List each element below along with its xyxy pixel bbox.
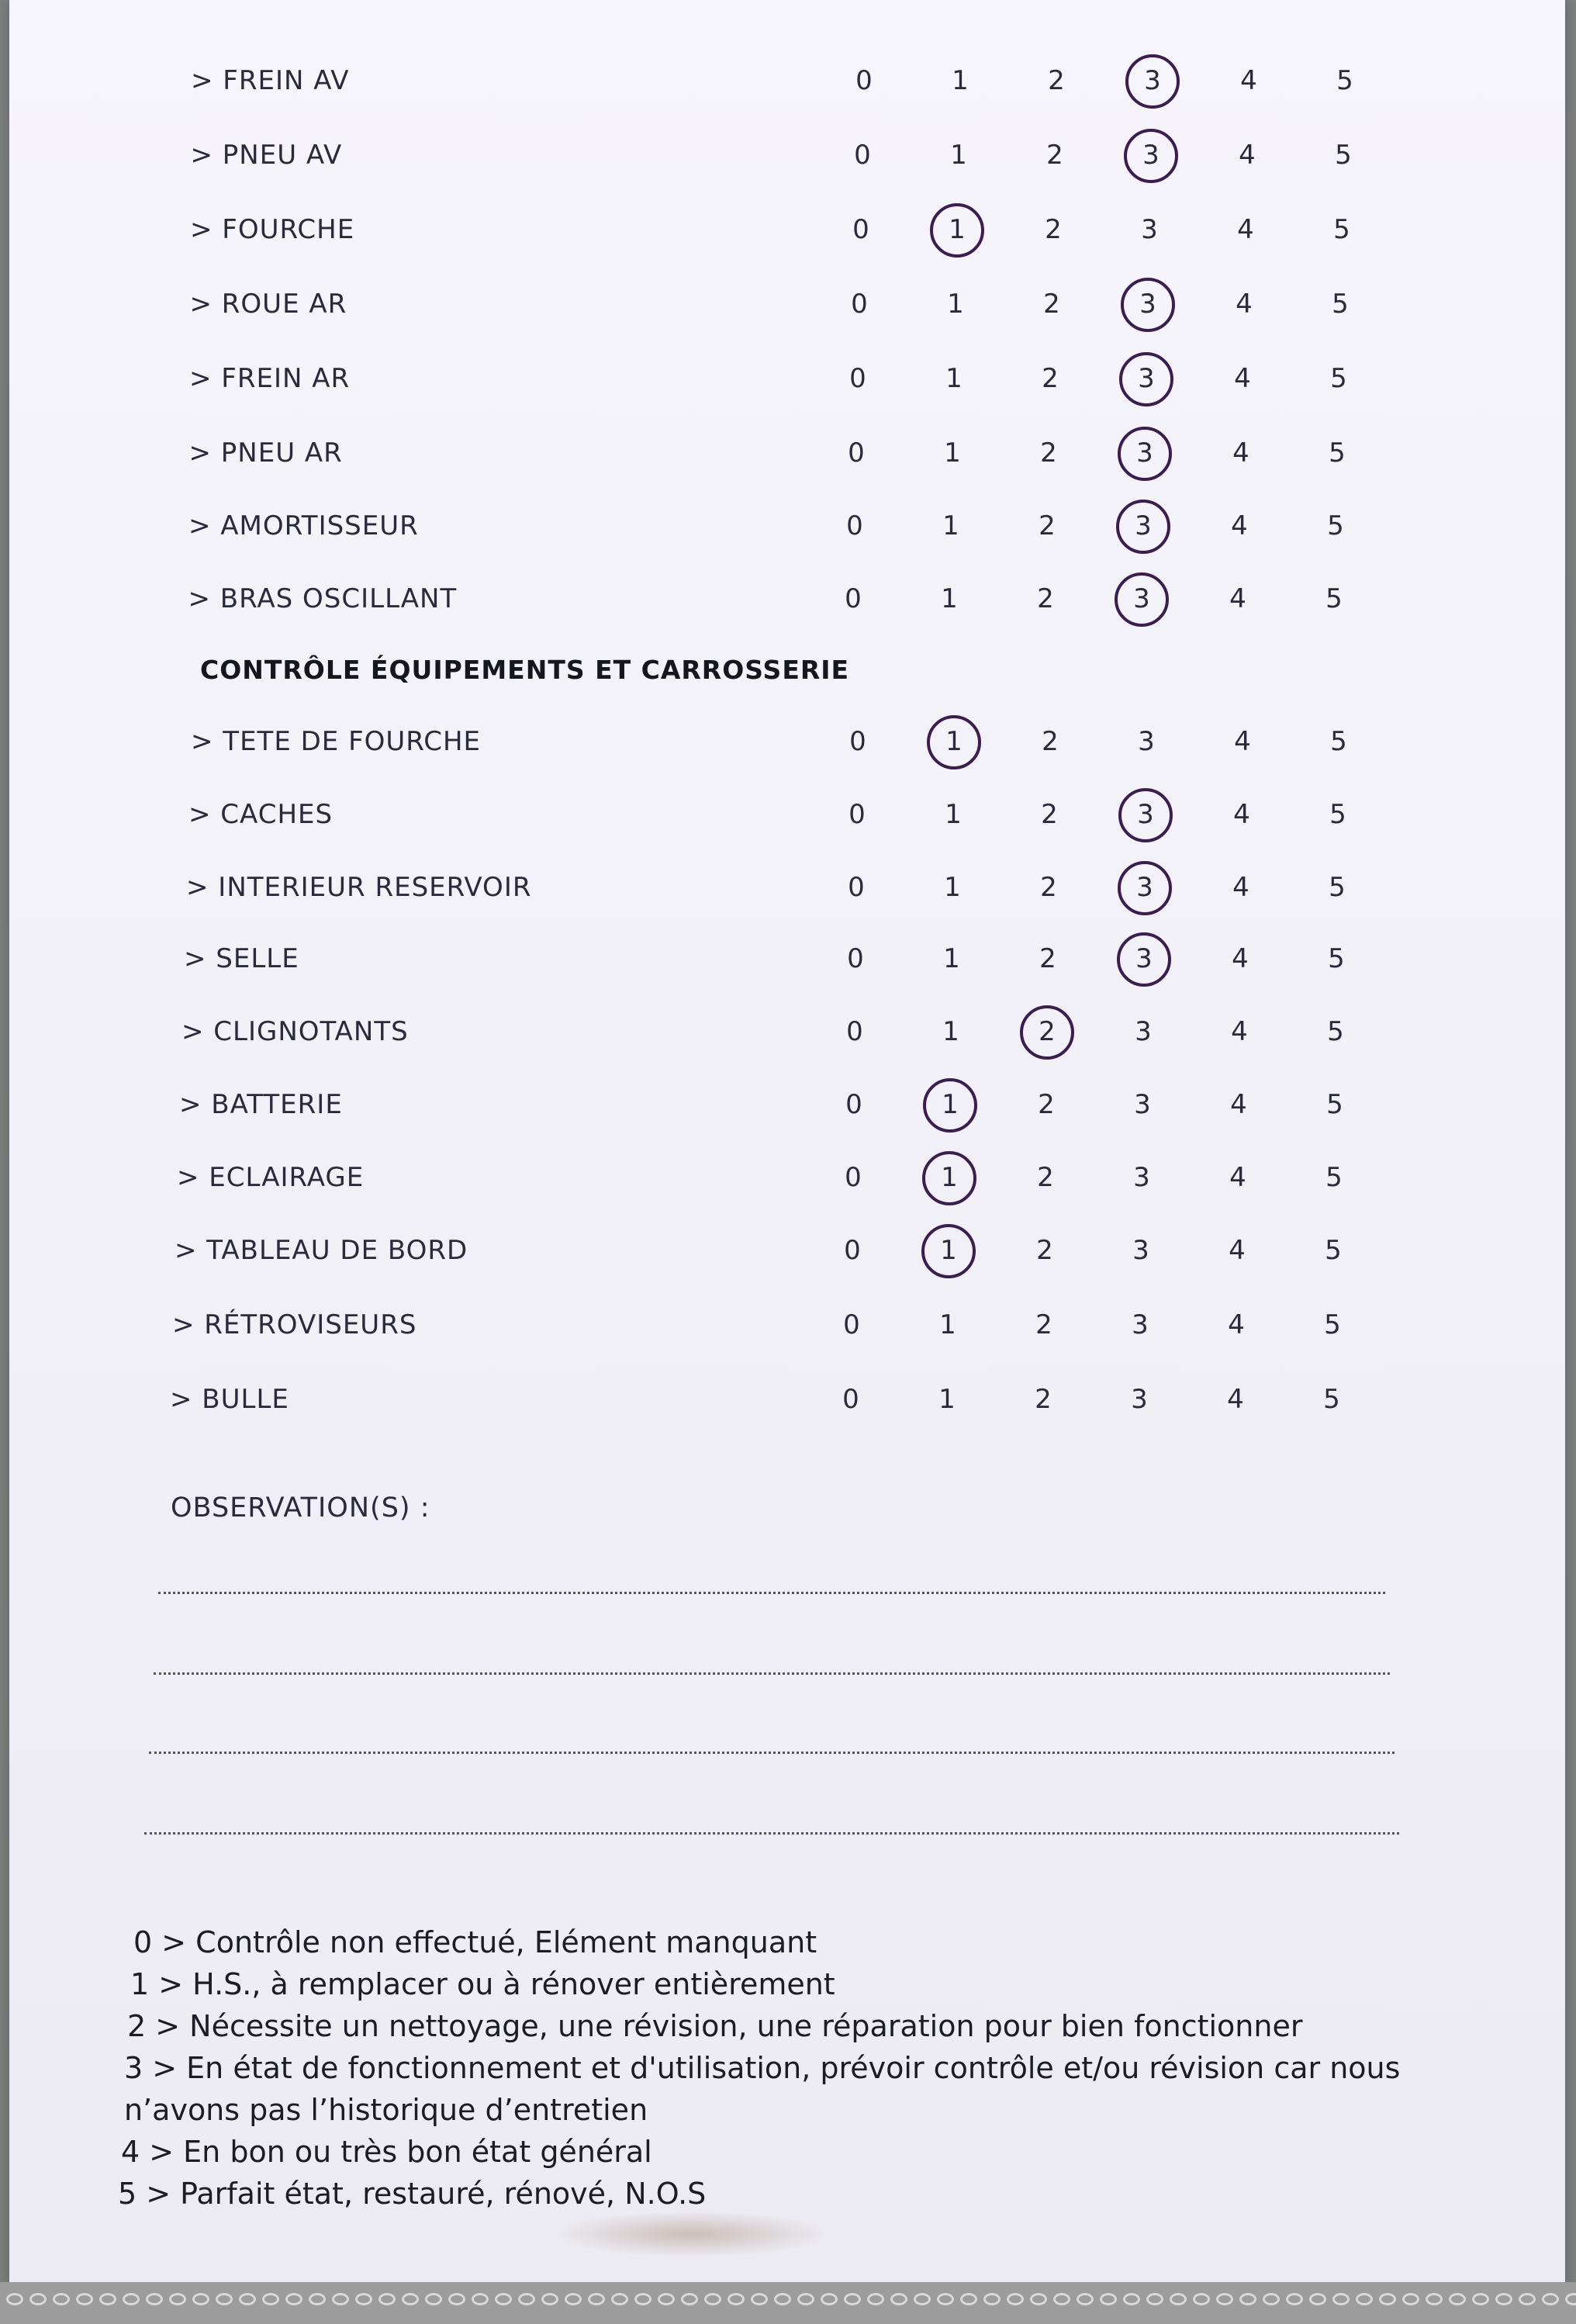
score-option-1[interactable]: 1: [952, 65, 969, 96]
score-option-5[interactable]: 5: [1330, 363, 1347, 394]
score-option-1[interactable]: 1: [947, 289, 964, 320]
score-option-0[interactable]: 0: [845, 1089, 862, 1120]
score-option-0[interactable]: 0: [849, 363, 866, 394]
punch-hole: [611, 2293, 628, 2305]
punch-hole: [495, 2293, 512, 2305]
score-option-5[interactable]: 5: [1332, 289, 1349, 320]
checklist-row: [9, 943, 1560, 990]
punch-hole: [681, 2293, 698, 2305]
punch-hole: [53, 2293, 70, 2305]
punch-hole: [1402, 2293, 1419, 2305]
circled-score-mark: [923, 1078, 977, 1133]
punch-hole: [1309, 2293, 1326, 2305]
punch-hole: [1123, 2293, 1140, 2305]
punch-hole: [285, 2293, 302, 2305]
circled-score-mark: [1125, 54, 1180, 109]
score-option-0[interactable]: 0: [849, 726, 866, 757]
item-label: > PNEU AR: [188, 437, 343, 469]
punch-hole: [169, 2293, 186, 2305]
score-option-2[interactable]: 2: [1041, 799, 1058, 830]
punch-hole: [309, 2293, 326, 2305]
punch-hole: [1332, 2293, 1350, 2305]
score-option-4[interactable]: 4: [1229, 583, 1246, 614]
punch-hole: [588, 2293, 605, 2305]
checklist-row: [9, 1309, 1560, 1356]
observation-line-1[interactable]: [158, 1592, 1385, 1594]
circled-score-mark: [922, 1151, 976, 1205]
circled-score-mark: [1119, 352, 1173, 406]
checklist-row: [9, 1384, 1560, 1430]
observation-label: OBSERVATION(S) :: [171, 1492, 430, 1523]
score-option-1[interactable]: 1: [941, 583, 958, 614]
score-option-3[interactable]: 3: [1138, 363, 1155, 394]
punch-hole: [1286, 2293, 1303, 2305]
punch-hole: [565, 2293, 582, 2305]
score-option-0[interactable]: 0: [848, 872, 865, 903]
item-label: > TETE DE FOURCHE: [191, 726, 481, 757]
item-label: > AMORTISSEUR: [188, 510, 419, 541]
punch-hole: [1007, 2293, 1024, 2305]
circled-score-mark: [930, 203, 984, 258]
score-option-3[interactable]: 3: [1144, 65, 1161, 96]
circled-score-mark: [1116, 500, 1170, 554]
punch-hole: [890, 2293, 907, 2305]
circled-score-mark: [1124, 129, 1178, 183]
punch-hole: [728, 2293, 745, 2305]
item-label: > ECLAIRAGE: [177, 1162, 365, 1193]
score-option-1[interactable]: 1: [939, 1309, 956, 1340]
score-option-3[interactable]: 3: [1138, 726, 1155, 757]
punch-hole: [960, 2293, 977, 2305]
score-option-5[interactable]: 5: [1325, 1162, 1343, 1193]
score-option-1[interactable]: 1: [944, 437, 961, 469]
form-sheet: [9, 0, 1565, 2288]
observation-line-3[interactable]: [149, 1752, 1395, 1754]
score-option-1[interactable]: 1: [940, 1235, 957, 1266]
score-option-2[interactable]: 2: [1039, 1016, 1056, 1047]
checklist-row: [9, 214, 1560, 261]
score-option-3[interactable]: 3: [1134, 1089, 1151, 1120]
punch-hole: [262, 2293, 279, 2305]
punch-hole: [402, 2293, 419, 2305]
punch-hole: [146, 2293, 163, 2305]
score-option-4[interactable]: 4: [1231, 510, 1248, 541]
punch-hole: [541, 2293, 558, 2305]
score-option-2[interactable]: 2: [1040, 437, 1057, 469]
checklist-row: [9, 289, 1560, 335]
legend-line: 4 > En bon ou très bon état général: [121, 2135, 652, 2169]
score-option-5[interactable]: 5: [1324, 1309, 1341, 1340]
circled-score-mark: [1117, 932, 1171, 987]
circled-score-mark: [1121, 278, 1175, 332]
observation-line-4[interactable]: [144, 1832, 1399, 1835]
circled-score-mark: [927, 715, 981, 769]
checklist-row: [9, 872, 1560, 918]
score-option-3[interactable]: 3: [1136, 872, 1153, 903]
punch-hole: [1426, 2293, 1443, 2305]
punch-hole: [1170, 2293, 1187, 2305]
punch-hole: [867, 2293, 884, 2305]
punch-hole: [797, 2293, 814, 2305]
score-option-3[interactable]: 3: [1135, 510, 1152, 541]
punch-hole: [355, 2293, 372, 2305]
score-option-5[interactable]: 5: [1329, 799, 1346, 830]
score-option-0[interactable]: 0: [851, 289, 868, 320]
score-option-4[interactable]: 4: [1232, 437, 1249, 469]
score-option-0[interactable]: 0: [848, 799, 866, 830]
checklist-row: [9, 799, 1560, 846]
checklist-row: [9, 510, 1560, 557]
checklist-row: [9, 437, 1560, 484]
item-label: > CLIGNOTANTS: [181, 1016, 409, 1047]
score-option-2[interactable]: 2: [1035, 1309, 1052, 1340]
score-option-4[interactable]: 4: [1234, 363, 1251, 394]
score-option-1[interactable]: 1: [945, 799, 962, 830]
checklist-row: [9, 726, 1560, 773]
punch-hole: [332, 2293, 349, 2305]
score-option-0[interactable]: 0: [843, 1309, 860, 1340]
score-option-0[interactable]: 0: [854, 140, 871, 171]
checklist-row: [9, 1016, 1560, 1063]
score-option-0[interactable]: 0: [845, 1162, 862, 1193]
punch-hole: [751, 2293, 768, 2305]
score-option-5[interactable]: 5: [1328, 943, 1345, 974]
section-title: CONTRÔLE ÉQUIPEMENTS ET CARROSSERIE: [200, 655, 850, 685]
legend-line: 5 > Parfait état, restauré, rénové, N.O.S: [118, 2177, 707, 2211]
punch-hole: [518, 2293, 535, 2305]
punch-hole: [1472, 2293, 1489, 2305]
score-option-4[interactable]: 4: [1240, 65, 1257, 96]
item-label: > SELLE: [184, 943, 299, 974]
item-label: > FREIN AR: [189, 363, 351, 394]
score-option-4[interactable]: 4: [1232, 943, 1249, 974]
punch-hole: [378, 2293, 396, 2305]
item-label: > BATTERIE: [179, 1089, 343, 1120]
punch-hole: [1449, 2293, 1466, 2305]
score-option-0[interactable]: 0: [855, 65, 873, 96]
punch-hole: [914, 2293, 931, 2305]
score-option-0[interactable]: 0: [845, 583, 862, 614]
punch-hole: [6, 2293, 23, 2305]
legend-line: 0 > Contrôle non effectué, Elément manquant: [133, 1925, 817, 1959]
score-option-5[interactable]: 5: [1329, 872, 1346, 903]
punch-hole: [844, 2293, 861, 2305]
punch-hole: [1356, 2293, 1373, 2305]
punch-hole: [983, 2293, 1001, 2305]
score-option-5[interactable]: 5: [1327, 510, 1344, 541]
score-option-4[interactable]: 4: [1231, 1016, 1248, 1047]
score-option-4[interactable]: 4: [1233, 799, 1250, 830]
score-option-0[interactable]: 0: [848, 437, 865, 469]
punch-hole: [821, 2293, 838, 2305]
score-option-2[interactable]: 2: [1042, 726, 1059, 757]
punch-hole: [472, 2293, 489, 2305]
circled-score-mark: [1115, 572, 1169, 627]
punch-hole: [239, 2293, 256, 2305]
score-option-1[interactable]: 1: [942, 1016, 959, 1047]
punch-hole: [634, 2293, 651, 2305]
score-option-4[interactable]: 4: [1234, 726, 1251, 757]
score-option-5[interactable]: 5: [1325, 583, 1343, 614]
punch-hole: [1146, 2293, 1163, 2305]
circled-score-mark: [1020, 1005, 1074, 1060]
score-option-1[interactable]: 1: [944, 872, 961, 903]
score-option-1[interactable]: 1: [945, 726, 963, 757]
punch-hole: [448, 2293, 465, 2305]
score-option-5[interactable]: 5: [1336, 65, 1353, 96]
punch-hole: [1519, 2293, 1536, 2305]
score-option-0[interactable]: 0: [846, 1016, 863, 1047]
score-option-4[interactable]: 4: [1237, 214, 1254, 245]
item-label: > ROUE AR: [189, 289, 347, 320]
score-option-2[interactable]: 2: [1040, 872, 1057, 903]
punch-hole: [1239, 2293, 1256, 2305]
score-option-5[interactable]: 5: [1323, 1384, 1340, 1415]
checklist-row: [9, 583, 1560, 630]
score-option-5[interactable]: 5: [1329, 437, 1346, 469]
score-option-3[interactable]: 3: [1139, 289, 1156, 320]
sleeve-punch-strip: [0, 2282, 1576, 2324]
score-option-1[interactable]: 1: [943, 943, 960, 974]
legend-line: n’avons pas l’historique d’entretien: [124, 2093, 648, 2127]
score-option-3[interactable]: 3: [1133, 1162, 1150, 1193]
score-option-3[interactable]: 3: [1136, 437, 1153, 469]
item-label: > BRAS OSCILLANT: [188, 583, 458, 614]
score-option-2[interactable]: 2: [1035, 1384, 1052, 1415]
punch-hole: [1263, 2293, 1280, 2305]
score-option-3[interactable]: 3: [1132, 1235, 1149, 1266]
punch-hole: [774, 2293, 791, 2305]
checklist-row: [9, 1089, 1560, 1136]
score-option-3[interactable]: 3: [1131, 1384, 1148, 1415]
score-option-5[interactable]: 5: [1333, 214, 1350, 245]
score-option-2[interactable]: 2: [1042, 363, 1059, 394]
score-option-4[interactable]: 4: [1229, 1235, 1246, 1266]
item-label: > PNEU AV: [190, 140, 343, 171]
score-option-1[interactable]: 1: [942, 510, 959, 541]
item-label: > CACHES: [188, 799, 334, 830]
score-option-1[interactable]: 1: [949, 214, 966, 245]
score-option-4[interactable]: 4: [1229, 1162, 1246, 1193]
checklist-row: [9, 1235, 1560, 1281]
score-option-2[interactable]: 2: [1036, 1235, 1053, 1266]
observation-line-2[interactable]: [154, 1672, 1390, 1675]
score-option-5[interactable]: 5: [1335, 140, 1352, 171]
score-option-0[interactable]: 0: [847, 943, 864, 974]
punch-hole: [1100, 2293, 1117, 2305]
score-option-3[interactable]: 3: [1133, 583, 1150, 614]
score-option-3[interactable]: 3: [1137, 799, 1154, 830]
score-option-3[interactable]: 3: [1141, 214, 1158, 245]
punch-hole: [76, 2293, 93, 2305]
score-option-2[interactable]: 2: [1039, 943, 1056, 974]
score-option-5[interactable]: 5: [1330, 726, 1347, 757]
score-option-1[interactable]: 1: [942, 1089, 959, 1120]
score-option-0[interactable]: 0: [844, 1235, 861, 1266]
checklist-row: [9, 140, 1560, 186]
checklist-row: [9, 65, 1560, 112]
punch-hole: [29, 2293, 47, 2305]
stain: [552, 2211, 831, 2257]
score-option-2[interactable]: 2: [1046, 140, 1063, 171]
score-option-2[interactable]: 2: [1039, 510, 1056, 541]
item-label: > INTERIEUR RESERVOIR: [186, 872, 532, 903]
punch-hole: [216, 2293, 233, 2305]
score-option-3[interactable]: 3: [1132, 1309, 1149, 1340]
punch-hole: [1379, 2293, 1396, 2305]
score-option-2[interactable]: 2: [1037, 583, 1054, 614]
score-option-4[interactable]: 4: [1239, 140, 1256, 171]
punch-hole: [1193, 2293, 1210, 2305]
checklist-row: [9, 1162, 1560, 1209]
punch-hole: [937, 2293, 954, 2305]
punch-hole: [1030, 2293, 1047, 2305]
score-option-1[interactable]: 1: [938, 1384, 956, 1415]
circled-score-mark: [921, 1224, 976, 1278]
item-label: > FREIN AV: [191, 65, 350, 96]
circled-score-mark: [1118, 788, 1173, 842]
legend-line: 1 > H.S., à remplacer ou à rénover entièrement: [130, 1967, 835, 2001]
item-label: > TABLEAU DE BORD: [175, 1235, 468, 1266]
circled-score-mark: [1118, 861, 1172, 915]
punch-hole: [425, 2293, 442, 2305]
score-option-2[interactable]: 2: [1037, 1162, 1054, 1193]
score-option-2[interactable]: 2: [1045, 214, 1062, 245]
score-option-3[interactable]: 3: [1135, 943, 1153, 974]
legend-line: 2 > Nécessite un nettoyage, une révision, une réparation pour bien fonctionner: [127, 2009, 1303, 2043]
score-option-0[interactable]: 0: [842, 1384, 859, 1415]
score-option-2[interactable]: 2: [1048, 65, 1065, 96]
score-option-4[interactable]: 4: [1236, 289, 1253, 320]
punch-hole: [658, 2293, 675, 2305]
score-option-2[interactable]: 2: [1038, 1089, 1055, 1120]
score-option-1[interactable]: 1: [941, 1162, 958, 1193]
score-option-2[interactable]: 2: [1043, 289, 1060, 320]
score-option-4[interactable]: 4: [1232, 872, 1249, 903]
score-option-0[interactable]: 0: [852, 214, 869, 245]
score-option-0[interactable]: 0: [846, 510, 863, 541]
score-option-5[interactable]: 5: [1325, 1235, 1342, 1266]
punch-hole: [192, 2293, 209, 2305]
circled-score-mark: [1118, 427, 1172, 481]
score-option-4[interactable]: 4: [1227, 1384, 1244, 1415]
punch-hole: [704, 2293, 721, 2305]
punch-hole: [123, 2293, 140, 2305]
legend-line: 3 > En état de fonctionnement et d'utilisation, prévoir contrôle et/ou révision car nous: [124, 2051, 1401, 2085]
item-label: > BULLE: [170, 1384, 289, 1415]
score-option-3[interactable]: 3: [1142, 140, 1160, 171]
score-option-1[interactable]: 1: [945, 363, 963, 394]
punch-hole: [1565, 2293, 1576, 2305]
score-option-4[interactable]: 4: [1228, 1309, 1245, 1340]
item-label: > FOURCHE: [190, 214, 355, 245]
score-option-4[interactable]: 4: [1230, 1089, 1247, 1120]
punch-hole: [1053, 2293, 1070, 2305]
punch-hole: [1077, 2293, 1094, 2305]
punch-hole: [1495, 2293, 1512, 2305]
score-option-3[interactable]: 3: [1135, 1016, 1152, 1047]
score-option-5[interactable]: 5: [1326, 1089, 1343, 1120]
item-label: > RÉTROVISEURS: [172, 1309, 417, 1340]
punch-hole: [1216, 2293, 1233, 2305]
punch-hole: [99, 2293, 116, 2305]
score-option-5[interactable]: 5: [1327, 1016, 1344, 1047]
checklist-row: [9, 363, 1560, 410]
punch-hole: [1542, 2293, 1559, 2305]
score-option-1[interactable]: 1: [950, 140, 967, 171]
